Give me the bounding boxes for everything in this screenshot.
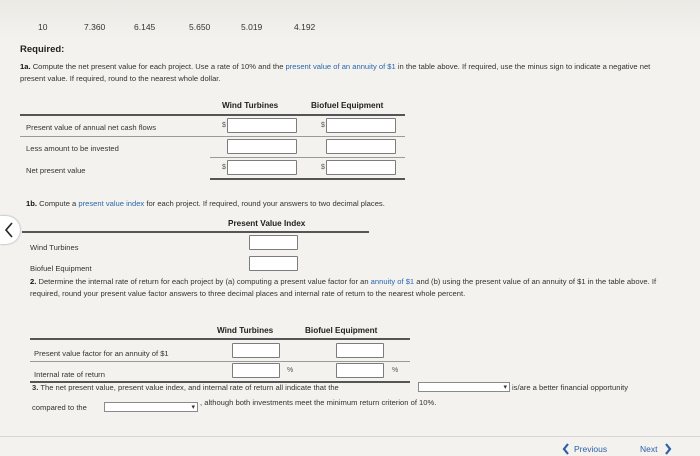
question-number: 3. [32, 383, 39, 392]
better-investment-select[interactable] [418, 382, 510, 392]
previous-label: Previous [574, 444, 608, 454]
pv-annuity-link[interactable]: present value of an annuity of $1 [285, 62, 396, 71]
previous-button[interactable] [566, 444, 607, 454]
question-3-line-1 [32, 383, 339, 392]
question-text: for each project. If required, round your answers to two decimal places. [144, 199, 385, 208]
table-rule [20, 114, 405, 116]
question-text: is/are a better financial opportunity [512, 383, 629, 392]
table-rule [22, 231, 369, 233]
table-header-cut [60, 0, 320, 8]
row-label: Present value factor for an annuity of $1 [34, 349, 169, 358]
table-cell: 10 [38, 22, 48, 32]
table-rule [30, 338, 410, 340]
biofuel-pv-index-input[interactable] [249, 256, 298, 271]
currency-symbol: $ [321, 122, 325, 129]
col-header-wind: Wind Turbines [222, 101, 279, 110]
table-rule [20, 136, 405, 137]
table-cell: 7.360 [84, 22, 106, 32]
currency-symbol: $ [222, 164, 226, 171]
wind-pv-index-input[interactable] [249, 235, 298, 250]
biofuel-amount-invested-input[interactable] [326, 139, 396, 154]
question-text: compared to the [32, 403, 87, 412]
col-header-biofuel: Biofuel Equipment [311, 101, 384, 110]
table-cell: 6.145 [134, 22, 156, 32]
annuity-link[interactable]: annuity of $1 [370, 277, 415, 286]
collapse-panel-tab[interactable] [0, 216, 20, 244]
question-text: Compute a [39, 199, 79, 208]
row-label: Internal rate of return [34, 370, 105, 379]
col-header-pv-index: Present Value Index [228, 219, 306, 228]
question-text: The net present value, present value index, and internal rate of return all indicate that the [40, 383, 339, 392]
question-1a-text [20, 61, 670, 85]
row-label: Wind Turbines [30, 243, 79, 252]
next-button[interactable] [640, 444, 657, 454]
table-rule [210, 178, 405, 180]
next-label: Next [640, 444, 658, 454]
col-header-wind: Wind Turbines [217, 326, 274, 335]
table-cell: 5.019 [241, 22, 263, 32]
chevron-right-icon [664, 443, 672, 455]
biofuel-pv-factor-input[interactable] [336, 343, 384, 358]
question-1b-text [26, 198, 666, 210]
chevron-down-icon: ▾ [191, 404, 195, 411]
biofuel-pv-cash-flows-input[interactable] [326, 118, 396, 133]
wind-npv-input[interactable] [227, 160, 297, 175]
wind-pv-cash-flows-input[interactable] [227, 118, 297, 133]
row-label: Less amount to be invested [26, 144, 119, 153]
question-text: Determine the internal rate of return for each project by (a) computing a present value factor for an [38, 277, 371, 286]
biofuel-npv-input[interactable] [326, 160, 396, 175]
wind-irr-input[interactable] [232, 363, 280, 378]
question-text: in the table above. If required, use the minus sign to indicate a negative net present value. If required, round to the nearest whole dollar. [20, 62, 651, 83]
chevron-left-icon [562, 443, 570, 455]
percent-symbol: % [287, 367, 294, 374]
required-heading: Required: [20, 44, 65, 55]
wind-amount-invested-input[interactable] [227, 139, 297, 154]
table-cell: 5.650 [189, 22, 211, 32]
chevron-left-icon [3, 222, 15, 238]
question-text: and (b) using the present value of an annuity of $1 in the table above. If required, round your present value factor answers to three decimal places and internal rate of return to the nearest whole percent. [30, 277, 657, 298]
wind-pv-factor-input[interactable] [232, 343, 280, 358]
question-number: 1a. [20, 62, 31, 71]
row-label: Present value of annual net cash flows [26, 123, 157, 132]
question-text: , although both investments meet the minimum return criterion of 10%. [200, 398, 437, 407]
footer-divider [0, 436, 700, 437]
col-header-biofuel: Biofuel Equipment [305, 326, 378, 335]
currency-symbol: $ [222, 122, 226, 129]
pv-index-link[interactable]: present value index [78, 199, 145, 208]
row-label: Biofuel Equipment [30, 264, 92, 273]
currency-symbol: $ [321, 164, 325, 171]
table-cell: 4.192 [294, 22, 316, 32]
table-rule [210, 157, 405, 158]
question-text: Compute the net present value for each project. Use a rate of 10% and the [32, 62, 286, 71]
table-rule [30, 361, 410, 362]
pv-table-row [0, 22, 340, 38]
question-2-text [30, 276, 674, 300]
question-number: 1b. [26, 199, 37, 208]
compared-investment-select[interactable] [104, 402, 198, 412]
biofuel-irr-input[interactable] [336, 363, 384, 378]
row-label: Net present value [26, 166, 86, 175]
question-number: 2. [30, 277, 37, 286]
chevron-down-icon: ▾ [503, 384, 507, 391]
percent-symbol: % [392, 367, 399, 374]
